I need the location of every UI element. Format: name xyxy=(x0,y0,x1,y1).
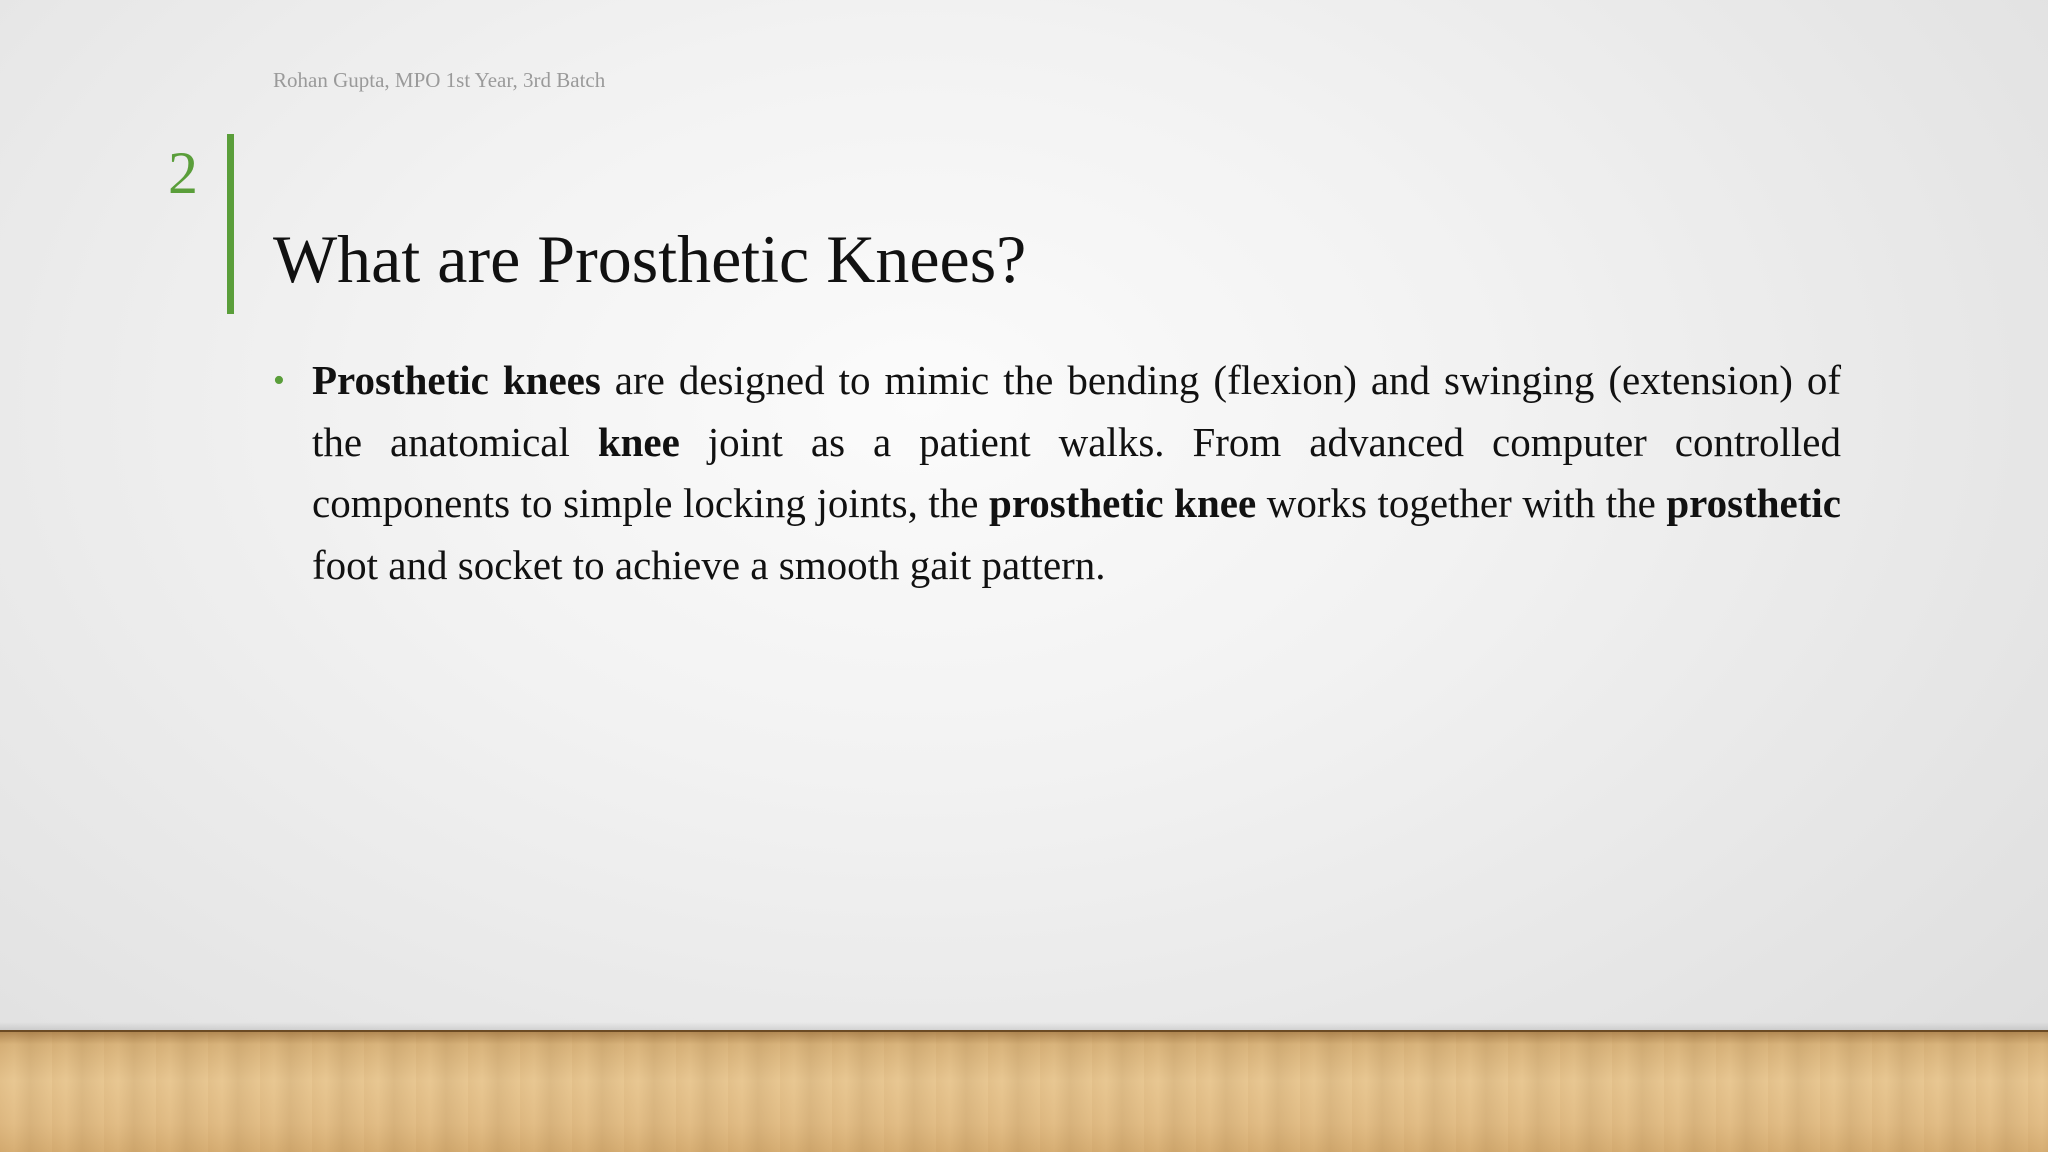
bullet-icon: • xyxy=(273,362,285,399)
bold-term: Prosthetic knees xyxy=(312,357,601,403)
text-segment: joint as a patient walks. From advanced computer controlled components to simple locking joints, the xyxy=(312,418,1841,526)
bold-term: knee xyxy=(597,418,680,465)
bullet-item xyxy=(273,350,1841,596)
bold-term: prosthetic xyxy=(1666,480,1841,526)
text-segment: foot and socket to achieve a smooth gait pattern. xyxy=(312,541,1106,588)
wood-floor-background xyxy=(0,1030,2048,1152)
slide-content xyxy=(273,350,1841,596)
accent-bar xyxy=(227,134,234,314)
slide-number: 2 xyxy=(168,140,198,206)
bold-term: prosthetic knee xyxy=(989,480,1257,526)
bullet-text xyxy=(312,350,1841,596)
text-segment: works together with the xyxy=(1256,480,1667,526)
text-segment: are designed to mimic the bending (flexion) and swinging (extension) of the anatomical xyxy=(312,357,1841,465)
slide-title: What are Prosthetic Knees? xyxy=(273,221,1027,297)
slide-footer: Rohan Gupta, MPO 1st Year, 3rd Batch xyxy=(273,68,606,92)
